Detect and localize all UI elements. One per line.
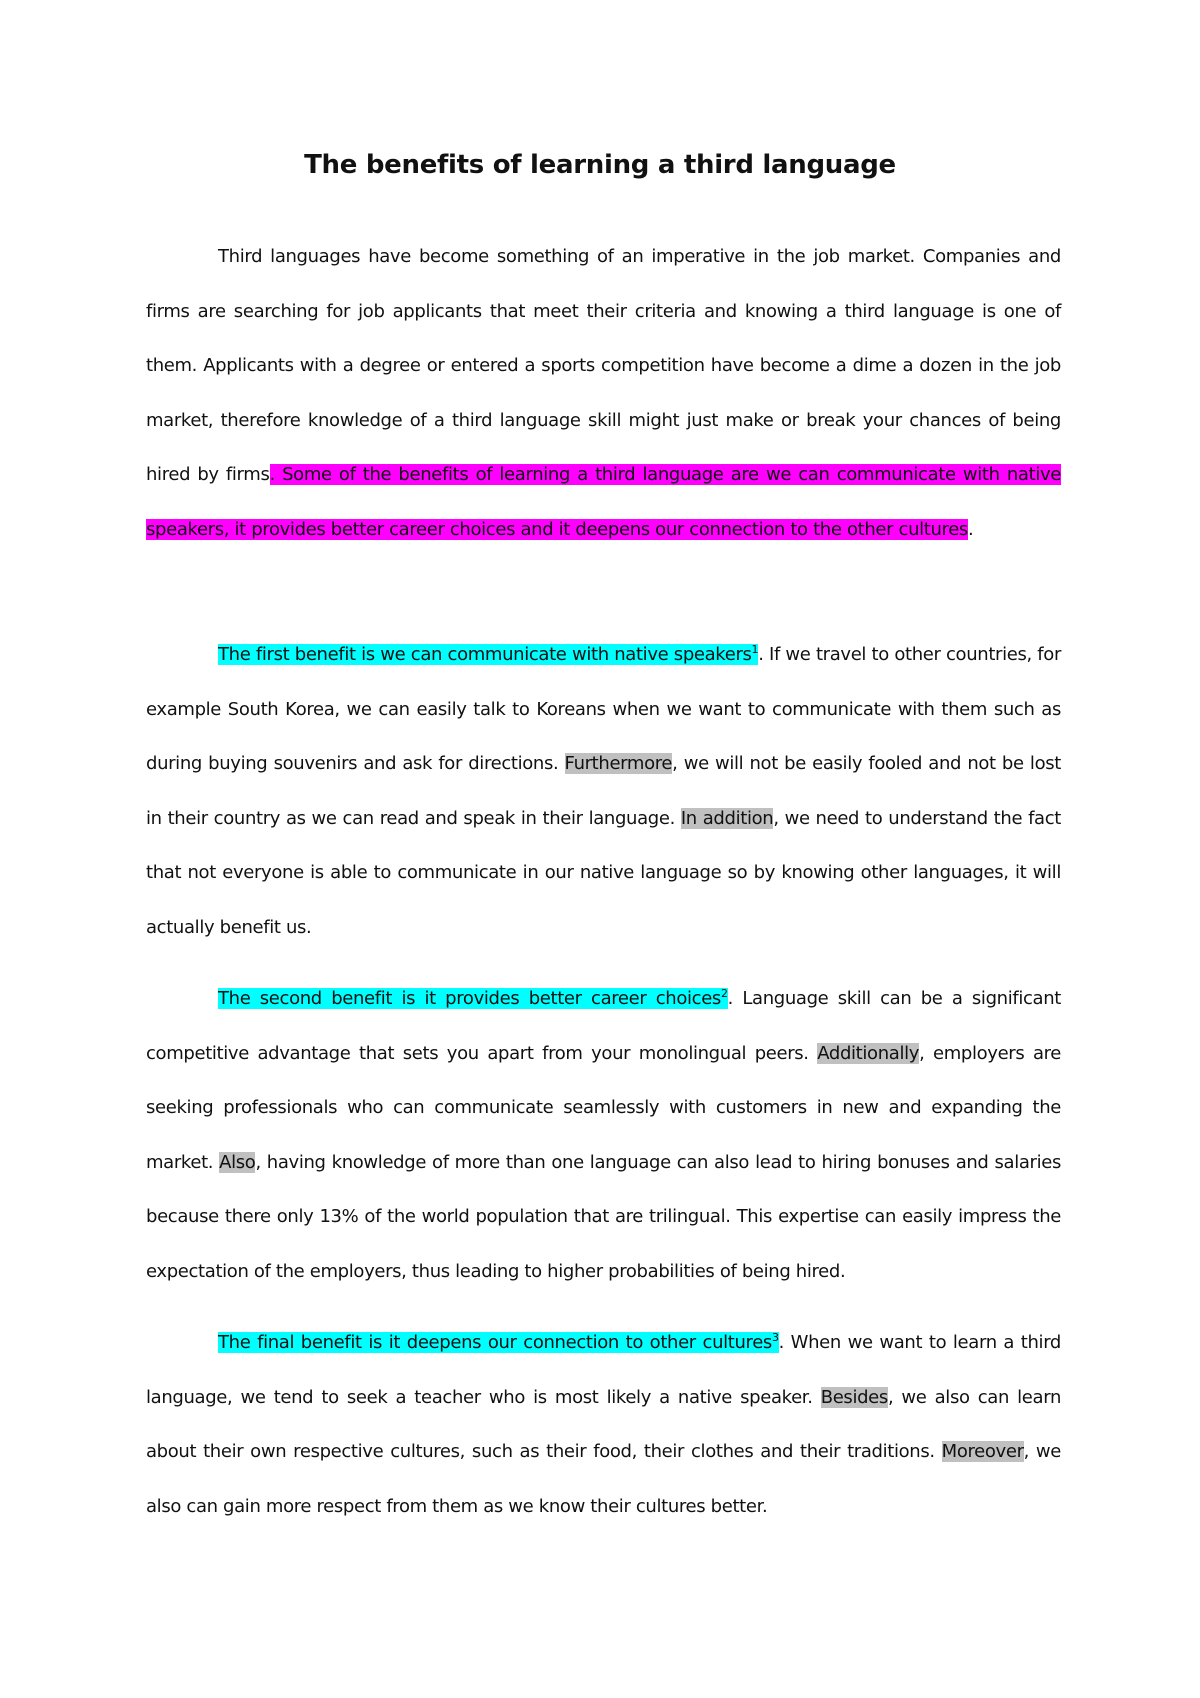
body-text: . If we travel to other countries, for example South Korea, we can easily talk to Koreans when we want to communicate with them such as during buying souvenirs and ask for directions. [146,644,1062,775]
thesis-statement-highlight: . Some of the benefits of learning a third language are we can communicate with native speakers, it provides better career choices and it deepens our connection to the other cultures [146,464,1061,540]
topic-sentence-text: The second benefit is it provides better career choices [218,988,721,1009]
footnote-ref: 3 [771,1331,779,1344]
topic-sentence-highlight [218,1332,779,1353]
paragraph-body-2 [146,972,1061,1300]
intro-end: . [967,518,974,540]
body-text: , employers are seeking professionals who can communicate seamlessly with customers in new and expanding the market. [146,1042,1061,1173]
transition-word-highlight: Additionally [817,1042,920,1064]
topic-sentence-highlight [218,988,728,1009]
body-text: , we also can gain more respect from them as we know their cultures better. [146,1441,1061,1517]
transition-word-highlight: Furthermore [564,753,673,775]
paragraph-body-1 [146,628,1061,956]
body-text: . Language skill can be a significant competitive advantage that sets you apart from your monolingual peers. [146,988,1061,1064]
topic-sentence-text: The first benefit is we can communicate with native speakers [218,644,752,665]
footnote-ref: 1 [751,643,759,656]
body-text: , having knowledge of more than one language can also lead to hiring bonuses and salaries because there only 13% of the world population that are trilingual. This expertise can easily impress the expectation of the employers, thus leading to higher probabilities of being hired. [146,1151,1061,1282]
footnote-ref: 2 [720,987,728,1000]
transition-word-highlight: Moreover [941,1441,1024,1463]
body-text: , we also can learn about their own respective cultures, such as their food, their clothes and their traditions. [146,1386,1062,1463]
body-text: , we need to understand the fact that not everyone is able to communicate in our native language so by knowing other languages, it will actually benefit us. [146,807,1061,938]
document-title: The benefits of learning a third language [304,150,896,180]
body-text: , we will not be easily fooled and not be lost in their country as we can read and speak in their language. [146,753,1061,829]
intro-text: Third languages have become something of an imperative in the job market. Companies and firms are searching for job applicants that meet their criteria and knowing a third language is one of them. Applicants with a degree or entered a sports competition have become a dime a dozen in the job market, therefore knowledge of a third language skill might just make or break your chances of being hired by firms [146,246,1061,486]
paragraph-body-3 [146,1316,1061,1534]
body-text: . When we want to learn a third language, we tend to seek a teacher who is most likely a native speaker. [146,1332,1061,1408]
transition-word-highlight: Also [219,1151,256,1173]
topic-sentence-highlight [218,644,758,665]
topic-sentence-text: The final benefit is it deepens our connection to other cultures [218,1332,772,1353]
paragraph-introduction [146,230,1061,558]
transition-word-highlight: In addition [680,807,774,829]
transition-word-highlight: Besides [820,1386,888,1408]
